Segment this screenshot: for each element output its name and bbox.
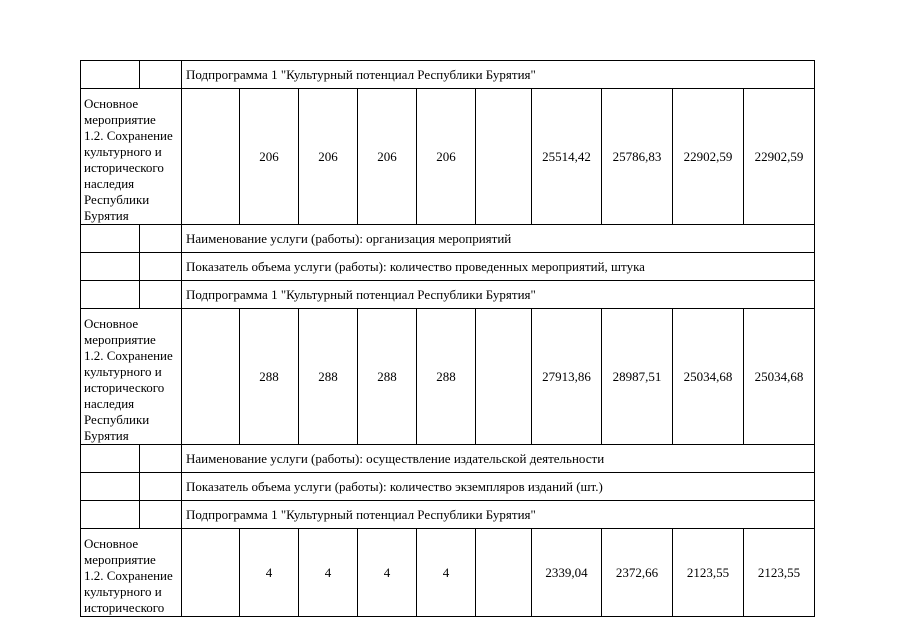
volume-cell: 288 [299, 309, 358, 445]
empty-cell [81, 61, 140, 89]
volume-cell: 206 [299, 89, 358, 225]
measure-label: Основное мероприятие 1.2. Сохранение культурного и исторического [81, 529, 182, 617]
volume-cell: 206 [417, 89, 476, 225]
empty-cell [140, 61, 182, 89]
subprogram-title: Подпрограмма 1 "Культурный потенциал Республики Бурятия" [182, 61, 815, 89]
empty-cell [81, 473, 140, 501]
service-name: Наименование услуги (работы): осуществление издательской деятельности [182, 445, 815, 473]
subprogram-title: Подпрограмма 1 "Культурный потенциал Республики Бурятия" [182, 281, 815, 309]
empty-cell [476, 89, 532, 225]
measure-row [81, 89, 815, 225]
volume-cell: 4 [299, 529, 358, 617]
service-name-row [81, 225, 815, 253]
volume-cell: 4 [417, 529, 476, 617]
empty-cell [81, 501, 140, 529]
empty-cell [140, 501, 182, 529]
empty-cell [140, 253, 182, 281]
empty-cell [81, 253, 140, 281]
measure-row [81, 529, 815, 617]
subprogram-row [81, 61, 815, 89]
cost-cell: 2339,04 [532, 529, 602, 617]
measure-row [81, 309, 815, 445]
service-name: Наименование услуги (работы): организация мероприятий [182, 225, 815, 253]
cost-cell: 25514,42 [532, 89, 602, 225]
cost-cell: 2372,66 [602, 529, 673, 617]
service-name-row [81, 445, 815, 473]
services-table [80, 60, 815, 617]
volume-cell: 4 [358, 529, 417, 617]
cost-cell: 25034,68 [673, 309, 744, 445]
empty-cell [81, 281, 140, 309]
cost-cell: 22902,59 [744, 89, 815, 225]
volume-cell: 288 [417, 309, 476, 445]
volume-cell: 288 [240, 309, 299, 445]
empty-cell [476, 529, 532, 617]
cost-cell: 22902,59 [673, 89, 744, 225]
volume-cell: 288 [358, 309, 417, 445]
cost-cell: 25034,68 [744, 309, 815, 445]
cost-cell: 27913,86 [532, 309, 602, 445]
subprogram-title: Подпрограмма 1 "Культурный потенциал Республики Бурятия" [182, 501, 815, 529]
volume-cell: 206 [358, 89, 417, 225]
empty-cell [140, 225, 182, 253]
empty-cell [81, 445, 140, 473]
subprogram-row [81, 281, 815, 309]
empty-cell [140, 281, 182, 309]
cost-cell: 25786,83 [602, 89, 673, 225]
indicator-text: Показатель объема услуги (работы): количество проведенных мероприятий, штука [182, 253, 815, 281]
volume-cell: 206 [240, 89, 299, 225]
cost-cell: 2123,55 [673, 529, 744, 617]
indicator-row [81, 253, 815, 281]
empty-cell [140, 445, 182, 473]
empty-cell [140, 473, 182, 501]
volume-cell: 4 [240, 529, 299, 617]
indicator-text: Показатель объема услуги (работы): количество экземпляров изданий (шт.) [182, 473, 815, 501]
empty-cell [182, 309, 240, 445]
measure-label: Основное мероприятие 1.2. Сохранение культурного и историчecкого наследия Республики Бурятия [81, 89, 182, 225]
empty-cell [182, 529, 240, 617]
cost-cell: 2123,55 [744, 529, 815, 617]
empty-cell [476, 309, 532, 445]
empty-cell [81, 225, 140, 253]
empty-cell [182, 89, 240, 225]
subprogram-row [81, 501, 815, 529]
measure-label: Основное мероприятие 1.2. Сохранение культурного и исторического наследия Республики Бурятия [81, 309, 182, 445]
cost-cell: 28987,51 [602, 309, 673, 445]
indicator-row [81, 473, 815, 501]
